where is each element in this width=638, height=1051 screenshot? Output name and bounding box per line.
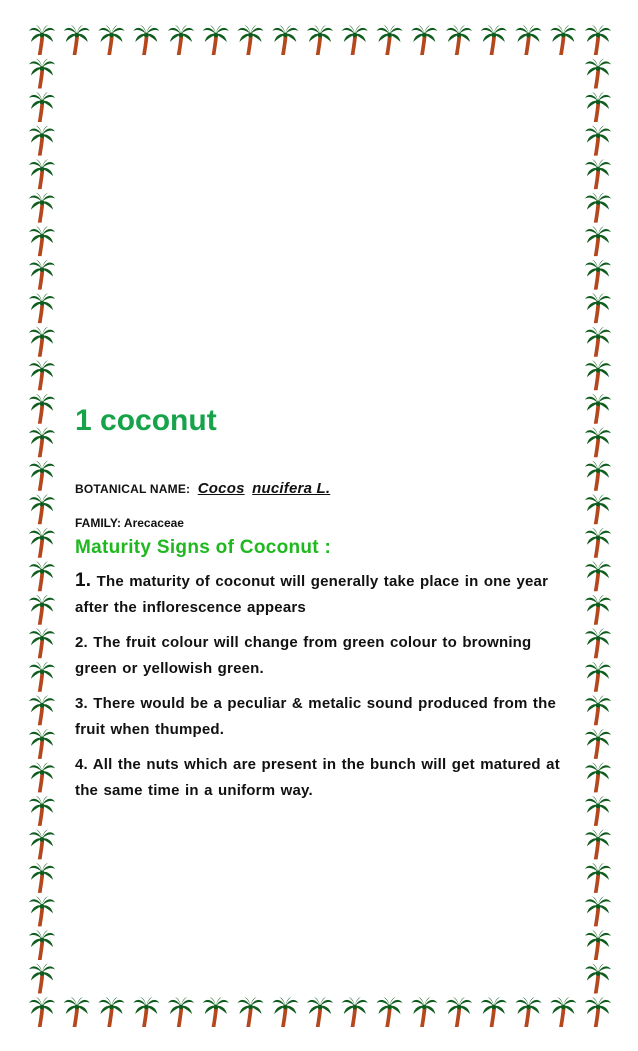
- palm-tree-icon: [272, 997, 298, 1027]
- palm-tree-icon: [29, 595, 55, 625]
- list-item-text: There would be a peculiar & metalic sound produced from the fruit when thumped.: [75, 695, 556, 738]
- palm-tree-icon: [516, 997, 542, 1027]
- palm-tree-icon: [342, 997, 368, 1027]
- palm-tree-icon: [29, 494, 55, 524]
- palm-tree-icon: [516, 25, 542, 55]
- botanical-genus: Cocos: [197, 480, 245, 497]
- palm-tree-icon: [585, 59, 611, 89]
- palm-tree-icon: [133, 997, 159, 1027]
- list-item: [75, 752, 565, 804]
- palm-tree-icon: [585, 829, 611, 859]
- palm-tree-icon: [481, 997, 507, 1027]
- palm-tree-icon: [585, 930, 611, 960]
- palm-tree-icon: [29, 226, 55, 256]
- palm-tree-icon: [203, 25, 229, 55]
- palm-tree-icon: [29, 863, 55, 893]
- palm-tree-icon: [29, 193, 55, 223]
- palm-tree-icon: [29, 92, 55, 122]
- palm-tree-icon: [29, 896, 55, 926]
- palm-tree-icon: [29, 528, 55, 558]
- palm-tree-icon: [168, 25, 194, 55]
- palm-tree-icon: [29, 461, 55, 491]
- palm-tree-icon: [29, 729, 55, 759]
- palm-tree-icon: [29, 762, 55, 792]
- palm-tree-icon: [29, 829, 55, 859]
- palm-tree-icon: [585, 762, 611, 792]
- list-item-number: 3.: [75, 695, 88, 712]
- palm-tree-icon: [585, 964, 611, 994]
- palm-tree-icon: [29, 964, 55, 994]
- list-item: [75, 691, 565, 743]
- palm-tree-icon: [342, 25, 368, 55]
- list-item-number: 1.: [75, 570, 92, 591]
- palm-tree-icon: [585, 863, 611, 893]
- palm-tree-icon: [585, 729, 611, 759]
- palm-tree-icon: [585, 494, 611, 524]
- palm-tree-icon: [585, 293, 611, 323]
- list-item-text: All the nuts which are present in the bunch will get matured at the same time in a uniform way.: [75, 756, 560, 799]
- palm-tree-icon: [550, 25, 576, 55]
- section-subtitle: Maturity Signs of Coconut :: [75, 537, 332, 558]
- palm-tree-icon: [29, 126, 55, 156]
- list-item-text: The maturity of coconut will generally take place in one year after the inflorescence appears: [75, 573, 549, 616]
- palm-tree-icon: [585, 226, 611, 256]
- palm-tree-icon: [585, 327, 611, 357]
- palm-tree-icon: [168, 997, 194, 1027]
- palm-tree-icon: [585, 461, 611, 491]
- palm-tree-icon: [585, 193, 611, 223]
- palm-tree-icon: [29, 394, 55, 424]
- palm-tree-icon: [29, 360, 55, 390]
- palm-tree-icon: [585, 25, 611, 55]
- palm-tree-icon: [585, 896, 611, 926]
- palm-tree-icon: [64, 25, 90, 55]
- palm-tree-icon: [133, 25, 159, 55]
- list-item-number: 4.: [75, 756, 88, 773]
- palm-tree-icon: [29, 260, 55, 290]
- palm-tree-icon: [585, 427, 611, 457]
- palm-tree-icon: [585, 159, 611, 189]
- palm-tree-icon: [99, 997, 125, 1027]
- palm-tree-icon: [585, 360, 611, 390]
- palm-tree-icon: [377, 997, 403, 1027]
- list-item: [75, 630, 565, 682]
- palm-tree-icon: [238, 997, 264, 1027]
- palm-tree-icon: [29, 930, 55, 960]
- palm-tree-icon: [585, 528, 611, 558]
- palm-tree-icon: [411, 997, 437, 1027]
- palm-tree-icon: [585, 997, 611, 1027]
- palm-tree-icon: [203, 997, 229, 1027]
- palm-tree-icon: [585, 628, 611, 658]
- palm-tree-icon: [29, 293, 55, 323]
- list-item-text: The fruit colour will change from green colour to browning green or yellowish green.: [75, 634, 532, 677]
- palm-tree-icon: [238, 25, 264, 55]
- palm-tree-icon: [29, 159, 55, 189]
- palm-tree-icon: [550, 997, 576, 1027]
- palm-tree-icon: [29, 997, 55, 1027]
- palm-tree-icon: [481, 25, 507, 55]
- botanical-species: nucifera L.: [252, 480, 331, 497]
- palm-tree-icon: [29, 327, 55, 357]
- botanical-name-label: BOTANICAL NAME:: [75, 482, 191, 496]
- list-item-number: 2.: [75, 634, 88, 651]
- palm-tree-icon: [585, 126, 611, 156]
- palm-tree-icon: [29, 796, 55, 826]
- palm-tree-icon: [307, 25, 333, 55]
- palm-tree-icon: [29, 695, 55, 725]
- palm-tree-icon: [29, 59, 55, 89]
- palm-tree-icon: [29, 25, 55, 55]
- botanical-name-line: [75, 480, 330, 497]
- palm-tree-icon: [272, 25, 298, 55]
- palm-tree-icon: [29, 662, 55, 692]
- palm-tree-icon: [377, 25, 403, 55]
- palm-tree-icon: [585, 796, 611, 826]
- palm-tree-icon: [585, 92, 611, 122]
- palm-tree-icon: [585, 260, 611, 290]
- palm-tree-icon: [29, 628, 55, 658]
- palm-tree-icon: [446, 997, 472, 1027]
- list-item: [75, 568, 565, 621]
- palm-tree-icon: [585, 394, 611, 424]
- palm-tree-icon: [29, 561, 55, 591]
- palm-tree-icon: [585, 595, 611, 625]
- family-value: Arecaceae: [123, 516, 184, 530]
- palm-tree-icon: [446, 25, 472, 55]
- palm-tree-icon: [585, 662, 611, 692]
- family-line: [75, 516, 184, 530]
- palm-tree-icon: [307, 997, 333, 1027]
- palm-tree-icon: [585, 695, 611, 725]
- palm-tree-icon: [99, 25, 125, 55]
- palm-tree-icon: [64, 997, 90, 1027]
- maturity-signs-list: [75, 568, 565, 813]
- document-title: 1 coconut: [75, 404, 217, 437]
- palm-tree-icon: [29, 427, 55, 457]
- family-label: FAMILY:: [75, 516, 122, 530]
- palm-tree-icon: [411, 25, 437, 55]
- palm-tree-icon: [585, 561, 611, 591]
